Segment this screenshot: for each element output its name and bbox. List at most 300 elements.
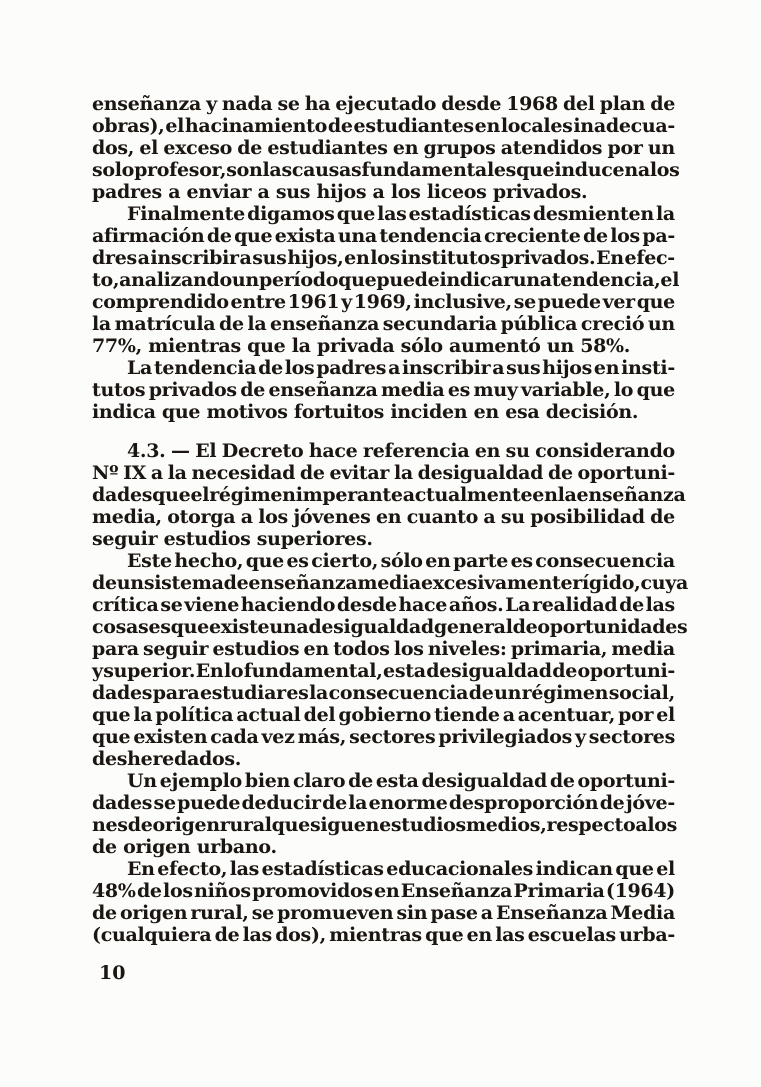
word: Este — [127, 550, 172, 572]
word: un — [647, 313, 675, 335]
word: sin — [396, 902, 428, 924]
word: enorme — [368, 792, 448, 814]
word: claro — [292, 770, 346, 792]
word: años. — [448, 594, 504, 616]
word: por — [607, 137, 643, 159]
word: indicar — [439, 269, 513, 291]
word: de — [650, 506, 675, 528]
word: el — [656, 704, 675, 726]
word: otorga — [167, 506, 236, 528]
word: medios, — [465, 814, 547, 836]
word: por — [618, 704, 654, 726]
word: que — [636, 379, 675, 401]
text-line — [92, 137, 675, 159]
word: estudios — [379, 814, 466, 836]
word: la — [92, 313, 111, 335]
word: desde — [336, 594, 397, 616]
word: de — [547, 462, 573, 484]
word: existen — [133, 726, 208, 748]
text-line — [92, 550, 675, 572]
word: comprendido — [92, 291, 229, 313]
word: puede — [537, 291, 601, 313]
text-line: 77%, mientras que la privada sólo aumentó un 58%. — [92, 335, 631, 357]
word: efecto, — [157, 858, 228, 880]
word: rural, — [190, 902, 249, 924]
word: de — [549, 770, 575, 792]
word: considerando — [535, 440, 675, 462]
word: es — [447, 379, 471, 401]
text-line — [92, 638, 675, 660]
word: que — [92, 704, 131, 726]
word: en — [532, 484, 558, 506]
word: acentuar, — [517, 704, 616, 726]
word: desde — [441, 93, 502, 115]
word: hecho, — [174, 550, 244, 572]
word: de — [327, 115, 353, 137]
word: 1969, — [353, 291, 412, 313]
word: el — [656, 858, 675, 880]
text-line — [92, 880, 675, 902]
word: inclusive, — [413, 291, 512, 313]
word: privados. — [500, 247, 596, 269]
word: gobierno — [338, 704, 432, 726]
word: niños — [194, 880, 251, 902]
word: en — [425, 550, 451, 572]
text-line — [92, 269, 680, 291]
word: estudiantes — [267, 137, 388, 159]
word: una — [269, 616, 309, 638]
word: estudiar — [199, 682, 286, 704]
word: que — [336, 203, 376, 225]
word: en — [376, 506, 402, 528]
word: El — [195, 440, 217, 462]
word: Media — [610, 902, 675, 924]
word: consecuencia — [535, 550, 675, 572]
word: estudiantes — [353, 115, 474, 137]
text-line — [92, 247, 675, 269]
word: superior. — [103, 660, 196, 682]
word: inducen — [554, 159, 638, 181]
word: la — [133, 704, 153, 726]
word: los — [163, 880, 193, 902]
word: urba- — [619, 924, 675, 946]
word: el — [165, 115, 185, 137]
word: nes — [92, 814, 128, 836]
word: todos — [333, 638, 390, 660]
word: es — [286, 550, 309, 572]
word: del — [562, 93, 595, 115]
word: obras), — [92, 115, 165, 137]
word: para — [152, 682, 200, 704]
word: enseñanza — [92, 93, 202, 115]
word: que — [516, 159, 555, 181]
word: de — [206, 225, 232, 247]
word: media, — [92, 506, 162, 528]
word: oportuni- — [577, 770, 675, 792]
word: dades — [92, 484, 153, 506]
text-line — [92, 572, 689, 594]
word: pública — [500, 313, 578, 335]
word: en — [466, 924, 492, 946]
word: excesivamente — [420, 572, 573, 594]
word: de — [258, 357, 283, 379]
word: fundamentales — [361, 159, 517, 181]
word: de — [299, 462, 325, 484]
word: 1968 — [506, 93, 558, 115]
word: régimen — [209, 484, 296, 506]
word: su — [500, 506, 525, 528]
word: origen — [152, 814, 220, 836]
word: es — [148, 616, 171, 638]
word: nada — [221, 93, 273, 115]
text-line — [92, 792, 675, 814]
text-line — [92, 115, 675, 137]
word: (1964) — [605, 880, 675, 902]
word: oportunidades — [537, 616, 688, 638]
word: La — [127, 357, 153, 379]
text-line — [92, 682, 675, 704]
word: más, — [297, 726, 347, 748]
word: el — [139, 137, 159, 159]
word: promovidos — [252, 880, 373, 902]
word: Decreto — [221, 440, 304, 462]
word: profesor, — [134, 159, 227, 181]
word: deducir — [241, 792, 321, 814]
word: período — [258, 269, 339, 291]
word: referencia — [362, 440, 470, 462]
word: los — [647, 814, 678, 836]
word: que — [170, 616, 209, 638]
word: hijos — [542, 357, 593, 379]
word: cuanto — [406, 506, 478, 528]
word: se — [513, 291, 536, 313]
word: seguir — [142, 638, 209, 660]
text-line — [92, 704, 675, 726]
word: a — [150, 462, 163, 484]
word: sectores — [588, 726, 675, 748]
word: promueven — [277, 902, 394, 924]
word: los — [610, 225, 640, 247]
word: lo — [613, 379, 634, 401]
text-line — [92, 726, 675, 748]
word: de — [127, 814, 153, 836]
word: tendencia — [153, 357, 257, 379]
word: imperante — [295, 484, 403, 506]
word: la — [656, 203, 675, 225]
word: en — [474, 440, 501, 462]
word: que — [425, 924, 464, 946]
word: cada — [210, 726, 259, 748]
word: ejecutado — [335, 93, 437, 115]
word: a — [635, 814, 648, 836]
text-line — [92, 159, 680, 181]
word: estudios — [212, 638, 300, 660]
word: matrícula — [114, 313, 216, 335]
word: son — [226, 159, 263, 181]
word: mientras — [329, 924, 422, 946]
word: 1961 — [287, 291, 340, 313]
paragraph-p6 — [92, 770, 678, 858]
word: privilegiados — [438, 726, 573, 748]
word: un — [231, 269, 259, 291]
word: consecuencia — [328, 682, 469, 704]
word: se — [277, 93, 300, 115]
word: analizando — [119, 269, 232, 291]
word: de — [214, 924, 240, 946]
word: insti- — [621, 357, 675, 379]
word: escuelas — [527, 924, 616, 946]
word: vez — [261, 726, 295, 748]
word: y — [92, 660, 103, 682]
paragraph-p5 — [92, 550, 689, 770]
word: ejemplo — [159, 770, 242, 792]
word: los — [258, 506, 288, 528]
word: su — [505, 440, 530, 462]
word: media — [357, 572, 421, 594]
word: y — [575, 726, 586, 748]
word: En — [195, 660, 224, 682]
word: privados — [148, 379, 237, 401]
word: primaria, — [510, 638, 608, 660]
word: dades — [92, 792, 153, 814]
word: cuya — [640, 572, 689, 594]
word: origen — [119, 902, 188, 924]
word: régimen — [521, 682, 609, 704]
text-line — [92, 291, 675, 313]
word: rígido, — [572, 572, 641, 594]
word: En — [127, 858, 155, 880]
paragraph-p3 — [92, 357, 675, 423]
word: sistema — [143, 572, 224, 594]
word: locales — [500, 115, 573, 137]
word: las — [645, 594, 675, 616]
word: de — [348, 770, 373, 792]
text-line: desheredados. — [92, 748, 242, 770]
text-line — [92, 770, 675, 792]
word: Enseñanza — [400, 880, 513, 902]
page-text-block — [92, 93, 689, 946]
word: siguen — [309, 814, 380, 836]
word: jóvenes — [293, 506, 371, 528]
word: parte — [453, 550, 509, 572]
page-number: 10 — [99, 962, 126, 984]
word: las — [229, 858, 260, 880]
word: esta — [383, 660, 426, 682]
word: grupos — [423, 137, 496, 159]
word: oportuni- — [577, 462, 675, 484]
word: Un — [127, 770, 157, 792]
paragraph-p1 — [92, 93, 680, 203]
word: dos), — [275, 924, 326, 946]
text-line — [92, 594, 675, 616]
word: solo — [92, 159, 135, 181]
word: Enseñanza — [495, 902, 608, 924]
word: cosas — [92, 616, 149, 638]
word: creciente — [484, 225, 581, 247]
word: la — [309, 682, 329, 704]
text-line: seguir estudios superiores. — [92, 528, 373, 550]
word: y — [341, 291, 352, 313]
word: una — [337, 225, 377, 247]
word: de — [218, 313, 244, 335]
word: creció — [580, 313, 645, 335]
word: se — [251, 902, 274, 924]
word: de — [599, 792, 625, 814]
word: desigualdad — [421, 770, 547, 792]
word: a — [480, 902, 493, 924]
word: media — [380, 379, 445, 401]
paragraph-p4 — [92, 440, 686, 550]
word: 4.3. — [127, 440, 166, 462]
word: afirmación — [92, 225, 205, 247]
word: de — [583, 225, 608, 247]
word: para — [92, 638, 139, 660]
word: haciendo — [240, 594, 336, 616]
word: sólo — [380, 550, 423, 572]
word: institutos — [400, 247, 501, 269]
word: desmienten — [532, 203, 654, 225]
word: necesidad — [191, 462, 296, 484]
word: estadísticas — [261, 858, 384, 880]
word: ver — [602, 291, 635, 313]
word: un — [647, 137, 675, 159]
word: efec- — [624, 247, 675, 269]
word: hacinamiento — [184, 115, 328, 137]
word: las — [377, 203, 407, 225]
word: a — [239, 247, 252, 269]
word: las — [262, 159, 292, 181]
word: una — [512, 269, 552, 291]
word: se — [153, 792, 176, 814]
word: tendencia, — [551, 269, 661, 291]
word: de — [650, 93, 675, 115]
word: las — [242, 924, 272, 946]
word: esta — [375, 770, 419, 792]
text-line — [92, 616, 688, 638]
word: respecto — [546, 814, 636, 836]
word: rural — [219, 814, 272, 836]
word: to, — [92, 269, 120, 291]
text-line — [92, 484, 686, 506]
word: dres — [92, 247, 137, 269]
word: que — [234, 225, 273, 247]
word: de — [237, 137, 263, 159]
word: inscribir — [401, 357, 491, 379]
word: la — [247, 313, 267, 335]
word: de — [136, 880, 162, 902]
word: ha — [304, 93, 331, 115]
word: puede — [376, 269, 440, 291]
word: hace — [308, 440, 358, 462]
word: general — [433, 616, 513, 638]
word: causas — [291, 159, 362, 181]
text-line — [92, 203, 675, 225]
word: de — [512, 616, 538, 638]
word: de — [92, 572, 117, 594]
word: que — [615, 858, 654, 880]
word: el — [190, 484, 210, 506]
word: se — [160, 594, 183, 616]
word: niveles: — [427, 638, 507, 660]
word: inscribir — [150, 247, 239, 269]
text-line: de origen urbano. — [92, 836, 277, 858]
word: La — [505, 594, 531, 616]
word: enseñanza — [268, 379, 378, 401]
word: muy — [473, 379, 518, 401]
word: hace — [398, 594, 448, 616]
word: un — [116, 572, 144, 594]
word: puede — [177, 792, 241, 814]
word: que — [245, 550, 284, 572]
word: de — [552, 660, 578, 682]
word: plan — [599, 93, 646, 115]
word: un — [494, 682, 522, 704]
word: inadecua- — [573, 115, 675, 137]
word: pase — [430, 902, 478, 924]
word: 48% — [92, 880, 136, 902]
text-line — [92, 93, 675, 115]
word: oportuni- — [577, 660, 675, 682]
word: a — [637, 159, 650, 181]
paragraph-p2 — [92, 203, 680, 357]
word: de — [322, 792, 347, 814]
word: — — [170, 440, 190, 462]
word: la — [393, 462, 413, 484]
word: Nº — [92, 462, 119, 484]
word: exceso — [163, 137, 233, 159]
word: la — [348, 792, 368, 814]
word: tutos — [92, 379, 146, 401]
word: estadísticas — [408, 203, 531, 225]
word: dos, — [92, 137, 135, 159]
word: media — [611, 638, 675, 660]
word: En — [596, 247, 624, 269]
word: en — [303, 638, 329, 660]
word: dades — [92, 682, 153, 704]
text-line — [92, 357, 675, 379]
word: enseñanza — [248, 572, 358, 594]
text-line — [92, 814, 678, 836]
word: y — [206, 93, 217, 115]
word: sectores — [349, 726, 436, 748]
word: secundaria — [382, 313, 497, 335]
word: los — [393, 638, 424, 660]
word: lo — [223, 660, 244, 682]
text-line — [92, 225, 675, 247]
word: de — [240, 379, 266, 401]
word: que — [271, 814, 310, 836]
word: posibilidad — [530, 506, 645, 528]
word: enseñanza — [576, 484, 686, 506]
word: educacionales — [386, 858, 534, 880]
word: a — [502, 704, 515, 726]
word: IX — [123, 462, 147, 484]
text-line — [92, 440, 675, 462]
text-line — [92, 506, 675, 528]
word: de — [223, 572, 249, 594]
word: de — [619, 594, 644, 616]
word: variable, — [521, 379, 611, 401]
word: a — [388, 357, 401, 379]
text-line — [92, 902, 675, 924]
word: existe — [208, 616, 270, 638]
word: (cualquiera — [92, 924, 212, 946]
text-line — [92, 924, 675, 946]
word: exista — [274, 225, 336, 247]
word: entre — [230, 291, 286, 313]
word: en — [474, 115, 500, 137]
word: tendencia — [379, 225, 482, 247]
